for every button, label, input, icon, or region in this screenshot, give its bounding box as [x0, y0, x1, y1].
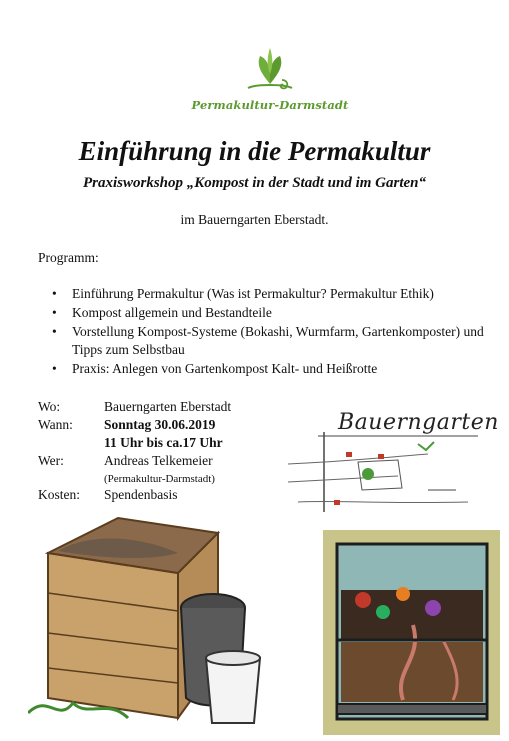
program-item-text: Einführung Permakultur (Was ist Permakultur? Permakultur Ethik)	[72, 286, 434, 301]
wer-org: (Permakultur-Darmstadt)	[104, 473, 215, 485]
wann-time: 11 Uhr bis ca.17 Uhr	[104, 435, 223, 450]
map-title: Bauerngarten	[338, 410, 499, 435]
wer-value: Andreas Telkemeier	[104, 453, 213, 468]
wo-value: Bauerngarten Eberstadt	[104, 399, 232, 414]
page-subtitle: Praxisworkshop „Kompost in der Stadt und im Garten“	[83, 175, 426, 191]
bullet-icon: •	[52, 361, 57, 376]
wer-label: Wer:	[38, 453, 64, 468]
logo	[190, 44, 350, 122]
worm-farm-drawing	[323, 530, 500, 735]
wann-date: Sonntag 30.06.2019	[104, 417, 216, 432]
kosten-value: Spendenbasis	[104, 487, 178, 502]
program-item	[52, 360, 492, 378]
program-item-text: Vorstellung Kompost-Systeme (Bokashi, Wurmfarm, Gartenkomposter) und Tipps zum Selbstbau	[72, 324, 484, 357]
bullet-icon: •	[52, 286, 57, 301]
location-line: im Bauerngarten Eberstadt.	[180, 212, 329, 227]
page-title: Einführung in die Permakultur	[78, 136, 431, 166]
program-item	[52, 304, 492, 322]
program-item-text: Kompost allgemein und Bestandteile	[72, 305, 272, 320]
wann-label: Wann:	[38, 417, 73, 432]
program-list	[52, 285, 492, 379]
program-label: Programm:	[38, 250, 99, 265]
wo-label: Wo:	[38, 399, 61, 414]
bullet-icon: •	[52, 305, 57, 320]
logo-text: Permakultur-Darmstadt	[191, 98, 349, 112]
worm-farm-illustration	[323, 530, 500, 735]
compost-bin-illustration	[28, 513, 278, 728]
compost-bin-drawing	[28, 513, 278, 728]
program-item	[52, 323, 492, 359]
kosten-label: Kosten:	[38, 487, 80, 502]
location-map	[278, 392, 500, 520]
bullet-icon: •	[52, 324, 57, 339]
program-item	[52, 285, 492, 303]
plant-spiral-icon	[242, 44, 298, 96]
program-item-text: Praxis: Anlegen von Gartenkompost Kalt- und Heißrotte	[72, 361, 378, 376]
